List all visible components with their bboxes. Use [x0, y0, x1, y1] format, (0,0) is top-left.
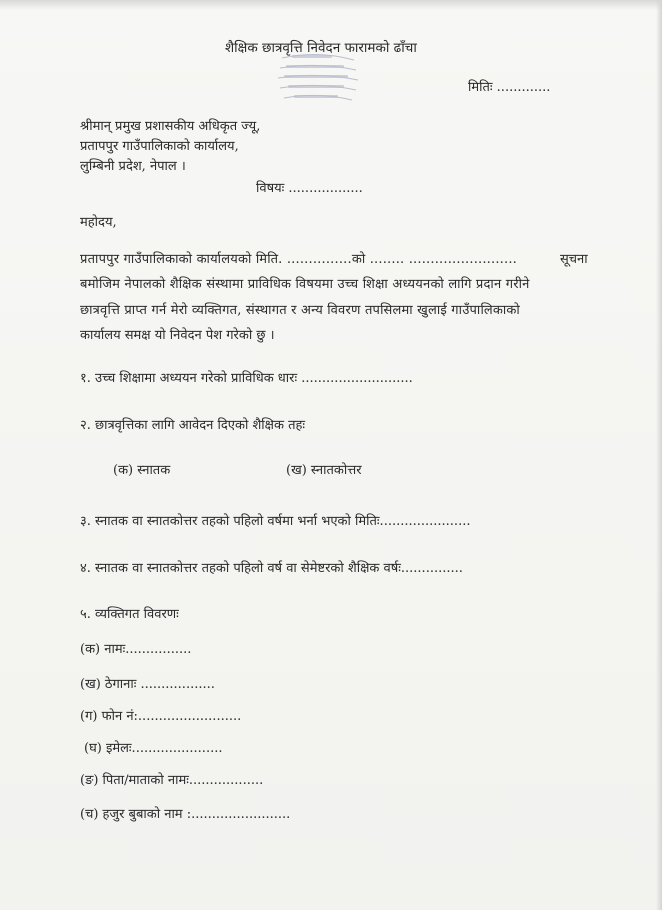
personal-name: (क) नामः................ — [80, 642, 192, 657]
question-1: १. उच्च शिक्षामा अध्ययन गरेको प्राविधिक धारः ........................... — [80, 371, 413, 386]
personal-parents: (ङ) पिता/माताको नामः.................. — [80, 773, 264, 788]
option-master: (ख) स्नातकोत्तर — [286, 463, 362, 478]
personal-email: (घ) इमेलः...................... — [84, 741, 223, 756]
body-line-1: प्रतापपुर गाउँपालिकाको कार्यालयको मिति. ...............को ........ ......................... — [80, 252, 518, 267]
personal-address: (ख) ठेगानाः .................. — [80, 677, 215, 692]
recipient-line-1: श्रीमान् प्रमुख प्रशासकीय अधिकृत ज्यू, — [80, 119, 261, 134]
personal-phone: (ग) फोन नं:......................... — [80, 709, 242, 724]
body-line-2: बमोजिम नेपालको शैक्षिक संस्थामा प्राविधिक विषयमा उच्च शिक्षा अध्ययनको लागि प्रदान गरीने — [80, 277, 530, 292]
personal-grandfather: (च) हजुर बुबाको नाम :........................ — [80, 807, 291, 822]
recipient-line-2: प्रतापपुर गाउँपालिकाको कार्यालय, — [80, 139, 239, 154]
scan-edge-right — [656, 0, 662, 910]
salutation: महोदय, — [80, 215, 117, 230]
option-bachelor: (क) स्नातक — [113, 463, 171, 478]
subject-field: विषयः .................. — [256, 181, 363, 196]
question-2: २. छात्रवृत्तिका लागि आवेदन दिएको शैक्षिक तहः — [80, 418, 306, 433]
office-stamp — [272, 50, 364, 108]
form-title: शैक्षिक छात्रवृत्ति निवेदन फारामको ढाँचा — [225, 40, 417, 56]
question-4: ४. स्नातक वा स्नातकोत्तर तहको पहिलो वर्ष वा सेमेष्टरको शैक्षिक वर्षः............... — [80, 561, 463, 576]
recipient-line-3: लुम्बिनी प्रदेश, नेपाल । — [80, 159, 186, 174]
date-field: मितिः ............. — [468, 80, 551, 95]
body-line-4: कार्यालय समक्ष यो निवेदन पेश गरेको छु । — [80, 328, 275, 343]
question-3: ३. स्नातक वा स्नातकोत्तर तहको पहिलो वर्षमा भर्ना भएको मितिः...................... — [80, 514, 471, 529]
body-line-3: छात्रवृत्ति प्राप्त गर्न मेरो व्यक्तिगत, संस्थागत र अन्य विवरण तपसिलमा खुलाई गाउँपालिकाको — [80, 303, 520, 318]
question-5: ५. व्यक्तिगत विवरणः — [80, 607, 179, 622]
scan-edge-top — [0, 0, 662, 10]
stamp-graphic — [272, 50, 364, 108]
body-line-1-end: सूचना — [560, 252, 588, 267]
